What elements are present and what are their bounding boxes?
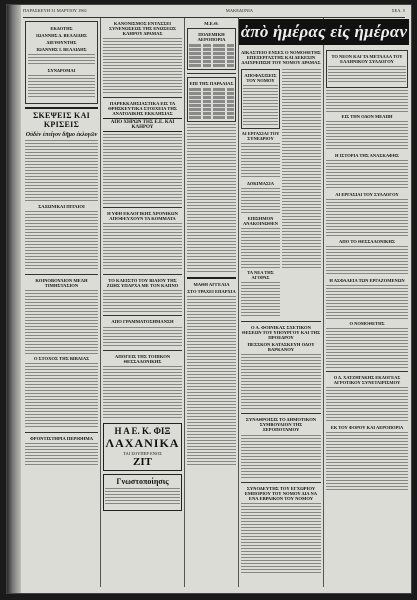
headline: Ο Α. ΦΟΙΝΙΚΑΣ ΣΧΕΤΙΚΟΝ ΘΕΣΕΩΝ ΤΟΥ ΥΠΟΥΡΓΟΥ ΚΑΙ ΤΗΣ ΠΡΟΕΔΡΟΥ xyxy=(241,325,321,341)
ad-tagline: ΤΑΙ ΣΟΥΠΕΡ ΕΝΟΣ xyxy=(123,450,162,456)
headline: ΣΥΝΟΔΕΥΤΗΣ ΤΟΥ ΕΓΧΩΡΙΟΥ ΕΜΠΟΡΙΟΥ ΤΟΥ ΝΟΜΟΥ ΔΙΑ ΝΑ ΕΝΑ ΕΒΡΑΙΚΟΝ ΤΟΥ ΝΟΜΟΥ xyxy=(244,485,318,501)
headline: ΠΑΡΕΚΚΛΗΣΙΑΣΤΙΚΑ ΕΙΣ ΤΑ ΘΡΗΣΚΕΥΤΙΚΑ ΣΤΟΙΧΕΙΑ ΤΗΣ ΑΝΑΤΟΛΙΚΗΣ ΕΚΚΛΗΣΙΑΣ xyxy=(108,101,177,117)
text-block xyxy=(25,211,98,271)
mast-line: ΙΩΑΝΝΗΣ Δ. ΒΕΛΛΙΔΗΣ xyxy=(36,33,87,38)
text-block xyxy=(105,488,180,506)
headline: ΣΑΞΩΝΙΚΑΙ ΠΙΤΑΙΟΙ xyxy=(38,203,85,209)
text-block xyxy=(103,38,182,94)
divider xyxy=(187,277,236,279)
text-block xyxy=(241,435,321,479)
table-line xyxy=(189,116,234,119)
item-title: ΑΙ ΕΡΓΑΣΙΑΙ ΤΟΥ ΣΥΝΕΔΡΙΟΥ xyxy=(241,131,280,142)
column-heading: Μ.Ε.Θ. xyxy=(204,21,219,26)
text-block xyxy=(241,228,280,268)
item-title: ΑΠΟ ΤΟ ΘΕΣΣΑΛΟΝΙΚΗΣ xyxy=(339,239,395,244)
table-line xyxy=(189,64,234,67)
divider xyxy=(25,107,98,109)
text-block xyxy=(243,85,278,125)
text-block xyxy=(103,134,182,204)
column-1 xyxy=(25,19,98,587)
text-block xyxy=(326,432,408,492)
item-title: ΕΙΣ ΤΗΝ ΟΔΟΝ ΜΕΛΠΗ xyxy=(341,114,393,119)
text-block xyxy=(103,366,182,420)
headline: ΑΠΟΓΕΙΣ ΤΗΣ ΤΟΠΙΚΟΝ ΘΕΣΣΑΛΟΝΙΚΗΣ xyxy=(114,353,171,364)
newspaper-page xyxy=(7,5,411,593)
section-subtitle: Οὐδὲν ἐπείγον δῆμο ἐκλογῶν xyxy=(25,131,98,138)
text-block xyxy=(241,503,321,573)
text-block xyxy=(25,290,98,354)
page-spine xyxy=(7,5,21,593)
item-title: ΕΠΙΣΗΜΟΝ ΑΝΑΚΟΙΝΩΘΕΝ xyxy=(243,216,278,227)
text-block xyxy=(326,121,408,151)
header-date: ΠΑΡΑΣΚΕΥΗ 31 ΜΑΡΤΙΟΥ 1961 xyxy=(23,8,87,13)
column-rule xyxy=(100,18,101,587)
section-banner: ἀπὸ ἡμέρας εἰς ἡμέραν xyxy=(239,19,409,45)
divider xyxy=(103,350,182,351)
text-block xyxy=(25,443,98,467)
text-block xyxy=(25,140,98,202)
ad-notice-title: Γνωστοποίησις xyxy=(116,476,169,486)
text-block xyxy=(326,160,408,190)
table-line xyxy=(189,88,234,91)
headline: ΠΕΣΣΚΟΝ ΚΑΤΑΣΚΕΥΗ ΟΔΟΥ ΒΑΡΚΑΝΟΥ xyxy=(247,342,315,353)
table-line xyxy=(189,52,234,55)
text-block xyxy=(103,290,182,312)
item-title: ΤΑ ΝΕΑ ΤΗΣ ΑΓΟΡΑΣ xyxy=(247,270,274,281)
text-block xyxy=(241,282,280,316)
mast-line: ΣΥΝΔΡΟΜΑΙ xyxy=(47,68,76,73)
divider xyxy=(103,97,182,98)
divider xyxy=(187,73,236,74)
left-subcolumn xyxy=(241,67,280,318)
table-line xyxy=(189,48,234,51)
divider xyxy=(103,315,182,316)
listing-box xyxy=(187,28,236,70)
text-block xyxy=(326,199,408,237)
ad-company: Η Α Ε. Κ. ΦΙΞ xyxy=(114,425,171,436)
section-title: ΣΚΕΨΕΙΣ ΚΑΙ ΚΡΙΣΕΙΣ xyxy=(32,111,91,129)
divider xyxy=(326,371,408,372)
subheadline: ΑΠΟ ΧΗΡΩΝ ΤΗΣ Ε.Ε. ΚΑΙ ΚΛΗΡΟΥ xyxy=(103,118,182,132)
headline: ΚΟΙΝΟΒΟΥΛΙΟΝ ΜΕΛΗ ΤΙΜΗΣΤΑΣΙΟΝ xyxy=(35,277,88,288)
right-subcolumn xyxy=(282,67,321,318)
headline: ΔΙΚΑΣΤΕΙΟ ΕΝΣΕΣ Ο ΝΟΜΟΘΕΤΗΣ ΕΠΕΞΕΡΓΑΣΤΗΣ ΚΑΙ ΔΕΚΕΣΙΝ ΔΑΙΧΡΕΠΙΣΗ ΤΟΥ ΝΟΜΟΥ ΔΡΑΜΑΣ xyxy=(241,50,321,66)
advertisement-notice xyxy=(103,474,182,511)
divider xyxy=(241,482,321,483)
headline: ΚΑΝΟΝΙΣΜΟΣ ΕΝΤΑΣΣΕΙ ΣΥΝΕΝΩΣΕΩΣ ΤΗΣ ΕΝΩΣΕΩΣ ΚΛΗΡΟΥ ΔΡΑΜΑΣ xyxy=(108,21,177,37)
text-block xyxy=(187,124,236,274)
headline: ΤΟ ΚΛΕΙΣΤΟ ΤΟΥ ΒΙΑΙΟΥ ΤΗΣ ΖΩΗΣ ΥΠΑΡΧΑ ΜΕ ΤΟΝ ΚΑΠΝΟ xyxy=(106,278,179,289)
text-block xyxy=(25,363,98,429)
item-title: Ο ΝΟΜΟΘΕΤΗΣ xyxy=(349,321,385,326)
table-line xyxy=(189,112,234,115)
table-line xyxy=(189,96,234,99)
text-block xyxy=(282,69,321,269)
divider xyxy=(241,413,321,414)
column-subheading: ΣΤΟ ΤΡΑΧΕΙ ΕΠΑΡΧΙΑ xyxy=(187,289,236,295)
text-block xyxy=(326,285,408,319)
split-row xyxy=(241,67,321,318)
item-title: ΔΟΚΙΜΑΣΙΑ xyxy=(247,181,274,187)
listing-box xyxy=(187,77,236,122)
headline: Η ΥΦΗ ΕΚΛΟΓΙΚΗΣ ΧΡΟΝΙΚΩΝ ΑΠΟΦΕΥΧΟΥΝ ΤΑ ΚΟΜΜΑΤΑ xyxy=(107,211,178,222)
header-page-number: ΣΕΛ. 5 xyxy=(391,8,405,13)
text-block xyxy=(326,90,408,112)
table-line xyxy=(189,44,234,47)
advertisement-lachanika xyxy=(103,423,182,471)
mast-line: ΔΙΕΥΘΥΝΤΗΣ xyxy=(46,40,77,45)
table-line xyxy=(189,60,234,63)
text-block xyxy=(328,66,406,84)
item-title: ΑΙ ΕΡΓΑΣΙΑΙ ΤΟΥ ΣΥΛΛΟΓΟΥ xyxy=(335,192,399,197)
page-header xyxy=(23,8,405,18)
table-line xyxy=(189,108,234,111)
headline: Ο ΣΤΟΧΟΣ ΤΗΣ ΒΙΒΛΙΑΣ xyxy=(33,355,90,361)
table-line xyxy=(189,100,234,103)
item-title: Η ΑΣΦΑΛΕΙΑ ΤΩΝ ΕΡΓΑΖΟΜΕΝΩΝ xyxy=(329,278,405,283)
text-block xyxy=(241,143,280,179)
text-block xyxy=(28,75,95,99)
footer-headline: ΦΡΟΝΤΙΣΤΗΡΙΑ ΠΕΡΙΦΗΜΑ xyxy=(29,435,94,441)
headline: ΑΠΟ ΓΡΑΜΜΑΤΟΣΗΜΑΝΣΗ xyxy=(111,319,174,325)
item-title: ΕΚ ΤΟΥ ΦΟΡΟΥ ΚΑΙ ΑΕΡΟΠΟΡΙΑ xyxy=(330,425,404,430)
text-block xyxy=(326,246,408,276)
divider xyxy=(25,432,98,433)
headline: ΣΥΝΑΘΡΟΙΣΙΣ ΤΟ ΔΗΜΟΤΙΚΟΝ ΣΥΜΒΟΥΛΙΟΝ ΤΗΣ ΞΕΡΟΠΟΤΑΜΟΥ xyxy=(245,417,317,433)
text-block xyxy=(103,327,182,347)
box-title: ΠΟΛΕΜΙΚΗ ΑΕΡΟΠΟΡΙΑ xyxy=(197,32,226,43)
divider xyxy=(103,274,182,275)
column-rule xyxy=(238,18,239,587)
table-line xyxy=(189,56,234,59)
divider xyxy=(241,321,321,322)
feature-title: ΤΟ ΝΕΟΝ ΚΑΙ ΤΑ ΜΕΤΑΛΛΑ ΤΟΥ ΕΛΛΗΝΙΚΟΥ ΣΥΛΛΟΓΟΥ xyxy=(331,54,403,64)
column-3 xyxy=(187,19,236,587)
text-block xyxy=(326,387,408,423)
divider xyxy=(103,207,182,208)
text-block xyxy=(241,188,280,214)
column-4 xyxy=(241,48,321,587)
column-heading: ΜΑΘΗ ΑΓΓΕΛΙΑ xyxy=(193,282,230,288)
column-rule xyxy=(184,18,185,587)
header-masthead: ΜΑΚΕΔΟΝΙΑ xyxy=(225,8,254,13)
table-line xyxy=(189,104,234,107)
text-block xyxy=(28,54,95,66)
item-title: Η ΙΣΤΟΡΙΑ ΤΗΣ ΑΝΑΣΚΑΦΗΣ xyxy=(335,153,399,158)
mast-line: ΙΩΑΝΝΗΣ Ι. ΒΕΛΛΙΔΗΣ xyxy=(36,47,87,52)
mast-line: ΕΚΔΟΤΗΣ xyxy=(50,26,73,31)
text-block xyxy=(326,328,408,368)
notice-title: ΑΠΟΦΑΣΙΣΕΙΣ ΤΟΥ ΝΟΜΟΥ xyxy=(244,73,277,84)
column-5 xyxy=(326,48,408,587)
column-2 xyxy=(103,19,182,587)
box-title: ΕΠΙ ΤΗΣ ΠΑΡΑΛΙΑΣ xyxy=(189,81,234,87)
notice-box xyxy=(241,69,280,129)
ad-brand: ΖΙΤ xyxy=(133,455,152,468)
ad-product: ΛΑΧΑΝΙΚΑ xyxy=(105,435,180,450)
masthead-box xyxy=(25,21,98,104)
text-block xyxy=(241,354,321,410)
table-line xyxy=(189,92,234,95)
feature-box xyxy=(326,50,408,88)
divider xyxy=(25,274,98,275)
text-block xyxy=(103,223,182,271)
column-rule xyxy=(323,18,324,587)
text-block xyxy=(187,296,236,466)
item-title: Ο Δ. ΧΑΤΖΗΓΑΚΗΣ ΕΚΛΟΓΕΑΣ ΑΓΡΟΤΙΚΟΥ ΣΥΝΕΤΑΙΡΙΣΜΟΥ xyxy=(333,375,401,385)
